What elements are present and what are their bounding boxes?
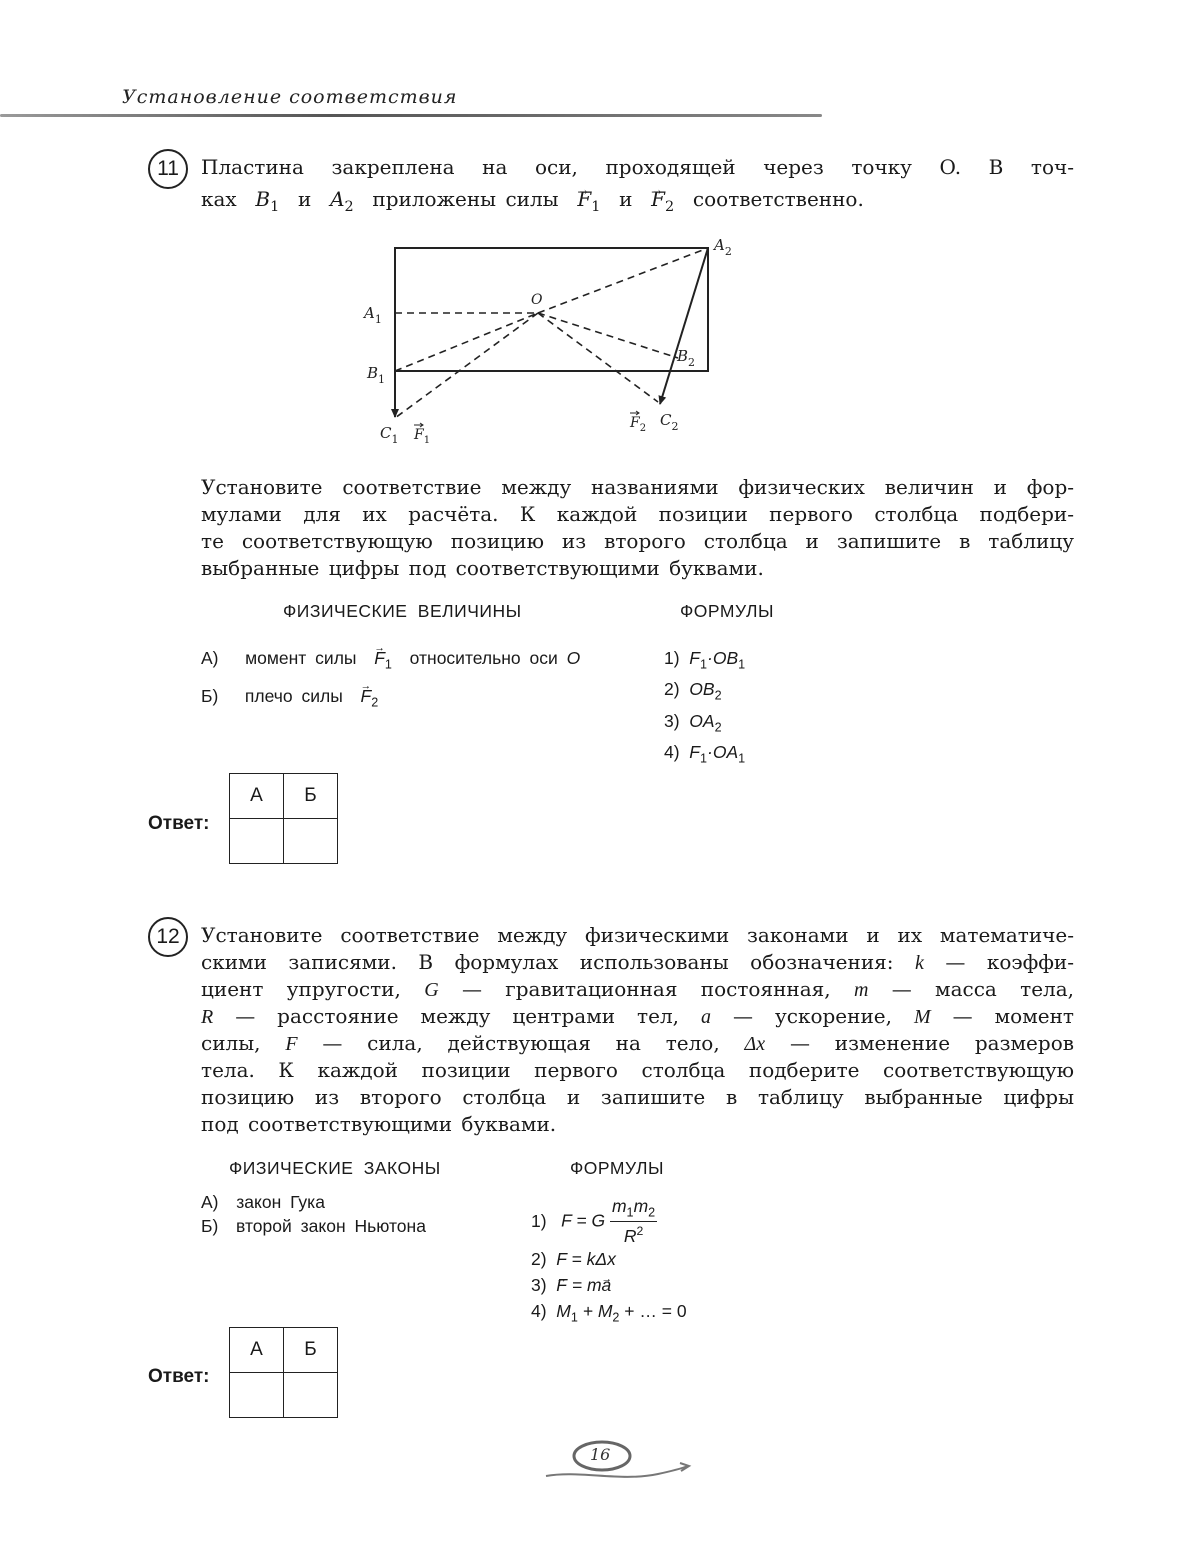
task12-line4: R — расстояние между центрами тел, a — ускорение, M — момент	[201, 1004, 1074, 1028]
task11-statement-line1: Пластина закреплена на оси, проходящей через точку O. В точ-	[201, 155, 1074, 179]
plate-force-diagram	[340, 230, 760, 455]
task11-instruction-line4: выбранные цифры под соответствующими буквами.	[201, 556, 764, 580]
task12-item-a: А) закон Гука	[201, 1192, 325, 1212]
label-f1: $F_1$	[414, 427, 431, 446]
task11-formula-2: 2) $OB_2$	[664, 679, 722, 703]
task11-instruction-line2: мулами для их расчёта. К каждой позиции первого столбца подбери-	[201, 502, 1074, 526]
task12-formula-4: 4) $M_1 + M_2$ + … = 0	[531, 1301, 687, 1325]
task11-answer-label: Ответ:	[148, 813, 210, 834]
task12-answer-cell-b[interactable]	[284, 1373, 338, 1418]
task12-answer-table	[229, 1327, 338, 1418]
task-number-11: 11	[148, 149, 188, 189]
label-b2: $B_2$	[677, 347, 696, 369]
label-o: O	[531, 292, 543, 308]
page-header-title: Установление соответствия	[122, 86, 458, 108]
task12-formula-list	[531, 1246, 687, 1330]
force-f2-arrow	[660, 248, 708, 404]
task12-line6: тела. К каждой позиции первого столбца подберите соответствующую	[201, 1058, 1074, 1082]
task12-line8: под соответствующими буквами.	[201, 1112, 557, 1136]
task11-statement-line2: ках $B_1$ и $A_2$ приложены силы → $F_1$ $и \to F_2$ соответственно.	[201, 186, 1074, 221]
task12-line1: Установите соответствие между физическими законами и их математиче-	[201, 923, 1074, 947]
task11-instruction-line3: те соответствующую позицию из второго столбца и запишите в таблицу	[201, 529, 1074, 553]
task12-col1-header: ФИЗИЧЕСКИЕ ЗАКОНЫ	[229, 1158, 441, 1178]
task12-items	[201, 1190, 426, 1238]
task11-formula-3: 3) $OA_2$	[664, 710, 722, 735]
page-number: 16	[590, 1445, 611, 1464]
label-a1: $A_1$	[364, 304, 382, 326]
task12-answer-cell-a[interactable]	[230, 1373, 284, 1418]
task11-instruction-line1: Установите соответствие между названиями физических величин и фор-	[201, 475, 1074, 499]
task12-formula-1: 1) F = G $\frac{m_1m_2}{R^2}$	[531, 1196, 656, 1247]
dashed-lines	[395, 248, 708, 418]
task11-answer-cell-a[interactable]	[230, 819, 284, 864]
task11-answer-table	[229, 773, 338, 864]
task12-answer-header-b: Б	[284, 1328, 338, 1373]
task11-answer-header-a: А	[230, 774, 284, 819]
vector-arrow-marks	[414, 411, 639, 427]
header-rule	[0, 114, 822, 117]
task11-item-b: Б) плечо силы → $F_2$	[201, 686, 378, 709]
task12-col2-header: ФОРМУЛЫ	[570, 1158, 664, 1178]
task-number-12: 12	[148, 917, 188, 957]
task11-formula-4: 4) $F_1\cdot OA_1$	[664, 742, 746, 766]
label-c1: $C_1$	[380, 424, 399, 446]
task11-col1-header: ФИЗИЧЕСКИЕ ВЕЛИЧИНЫ	[283, 601, 522, 621]
label-b1: $B_1$	[367, 364, 386, 386]
task12-line3: циент упругости, G — гравитационная постоянная, m — масса тела,	[201, 977, 1075, 1001]
task11-item-a: А) момент силы → $F_1$ относительно оси O	[201, 648, 580, 671]
task11-formula-list	[664, 646, 745, 772]
task12-answer-label: Ответ:	[148, 1366, 210, 1387]
task12-formula-2: 2) F = kΔx	[531, 1249, 616, 1269]
label-c2: $C_2$	[660, 411, 679, 433]
task11-answer-cell-b[interactable]	[284, 819, 338, 864]
task11-col2-header: ФОРМУЛЫ	[680, 601, 774, 621]
task12-line5: силы, F — сила, действующая на тело, Δx — изменение размеров	[201, 1031, 1074, 1055]
task11-formula-1: 1) $F_1\cdot OB_1$	[664, 648, 746, 672]
task12-formula-3: 3) → F = m→ a	[531, 1272, 687, 1298]
label-f2: $F_2$	[630, 415, 647, 434]
task12-line7: позицию из второго столбца и запишите в таблицу выбранные цифры	[201, 1085, 1074, 1109]
task12-answer-header-a: А	[230, 1328, 284, 1373]
task12-line2: скими записями. В формулах использованы обозначения: k — коэффи-	[201, 950, 1075, 974]
task12-item-b: Б) второй закон Ньютона	[201, 1216, 426, 1236]
task11-answer-header-b: Б	[284, 774, 338, 819]
page-number-ornament	[540, 1436, 700, 1486]
label-a2: $A_2$	[714, 236, 732, 258]
